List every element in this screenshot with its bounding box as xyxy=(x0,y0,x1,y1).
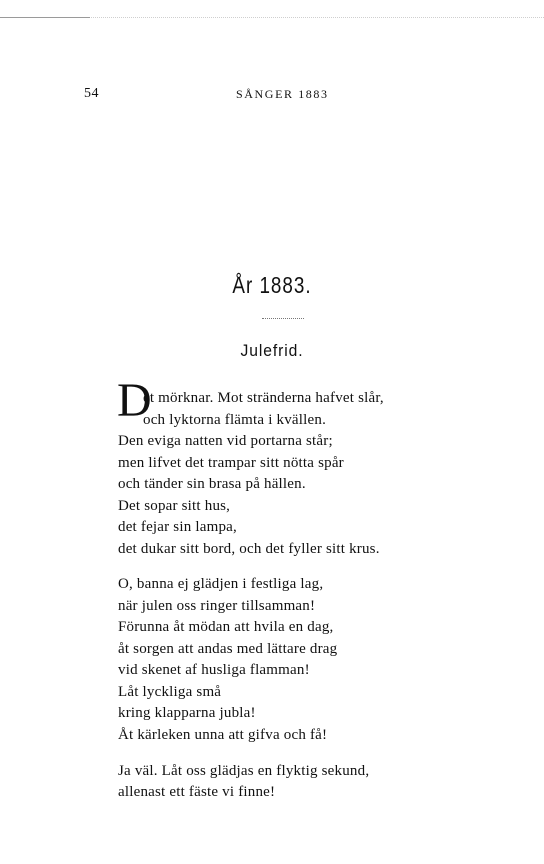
poem-line: Den eviga natten vid portarna står; xyxy=(118,433,333,449)
poem-line: och tänder sin brasa på hällen. xyxy=(118,476,306,492)
drop-cap: D xyxy=(117,374,152,427)
poem-line: åt sorgen att andas med lättare drag xyxy=(118,641,338,657)
poem-line: Förunna åt mödan att hvila en dag, xyxy=(118,619,334,635)
page-number: 54 xyxy=(84,86,99,101)
poem-line: Det sopar sitt hus, xyxy=(118,498,231,514)
poem-line: det fejar sin lampa, xyxy=(118,519,237,535)
section-title: År 1883. xyxy=(232,272,312,298)
scan-artifact-mark xyxy=(0,17,90,18)
poem-line: det dukar sitt bord, och det fyller sitt krus. xyxy=(118,541,380,557)
poem-line: men lifvet det trampar sitt nötta spår xyxy=(118,455,344,471)
poem-line: et mörknar. Mot stränderna hafvet slår, xyxy=(143,390,384,406)
poem-line: allenast ett fäste vi finne! xyxy=(118,784,276,800)
poem-line: Låt lyckliga små xyxy=(118,684,222,700)
poem-line: Åt kärleken unna att gifva och få! xyxy=(118,727,328,743)
poem-line: när julen oss ringer tillsamman! xyxy=(118,598,316,614)
poem-line: Ja väl. Låt oss glädjas en flyktig sekund, xyxy=(118,763,370,779)
ornamental-rule xyxy=(262,318,304,319)
poem-line: kring klapparna jubla! xyxy=(118,705,256,721)
running-head: SÅNGER 1883 xyxy=(236,87,329,101)
poem-line: O, banna ej glädjen i festliga lag, xyxy=(118,576,324,592)
poem-line: vid skenet af husliga flamman! xyxy=(118,662,310,678)
poem-title: Julefrid. xyxy=(240,341,304,360)
poem-line: och lyktorna flämta i kvällen. xyxy=(143,412,327,428)
